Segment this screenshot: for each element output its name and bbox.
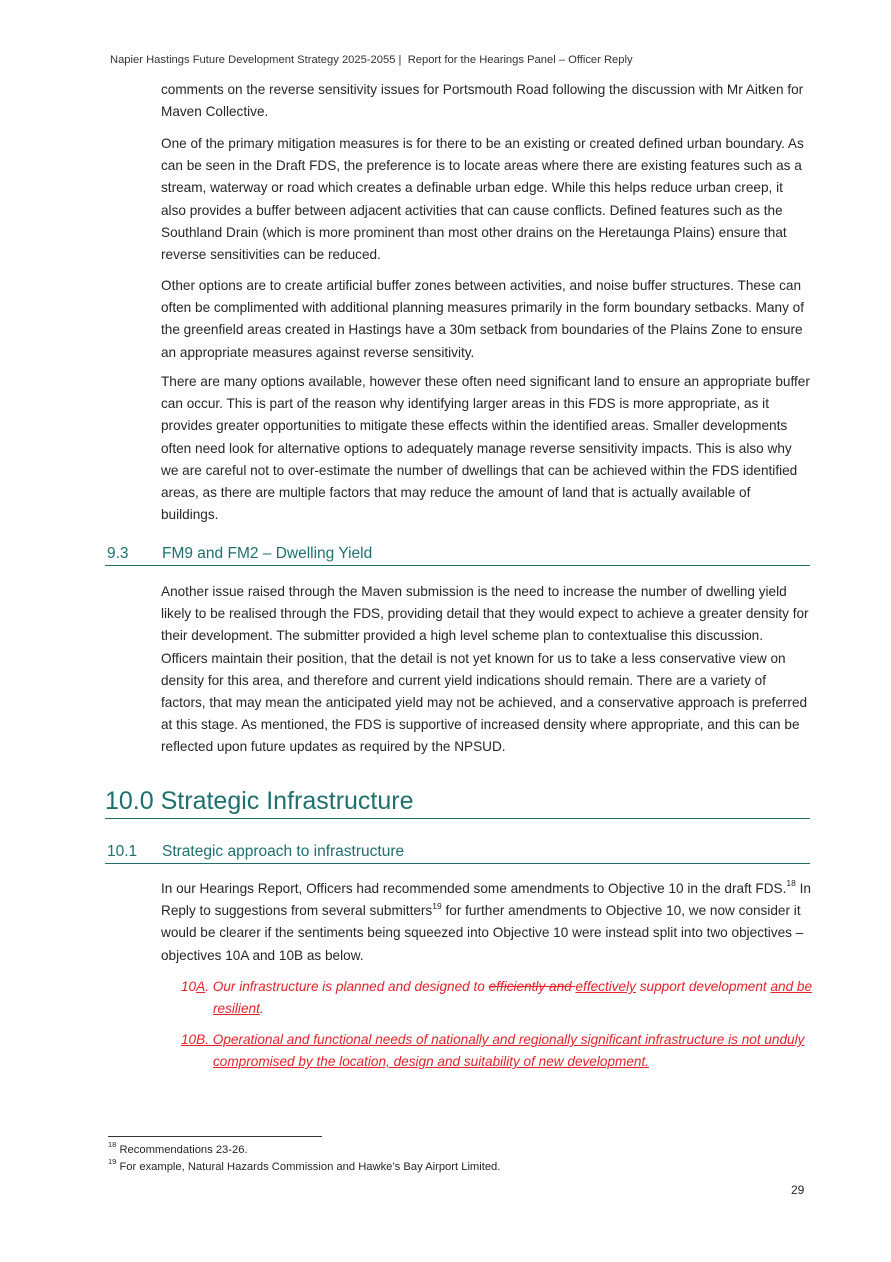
- paragraph-dwelling-yield: Another issue raised through the Maven submission is the need to increase the number of dwelling yield likely to be realised through the FDS, providing detail that they would expect to achieve a greater density for their development. The submitter provided a high level scheme plan to contextualise this discussion. Officers maintain their position, that the detail is not yet known for us to take a less conservative view on density for this area, and therefore and current yield indications should remain. There are a variety of factors, that may mean the anticipated yield may not be achieved, and a conservative approach is preferred at this stage. As mentioned, the FDS is supportive of increased density where appropriate, and this can be reflected upon future updates as required by the NPSUD.: [161, 584, 809, 755]
- running-header: [110, 54, 633, 66]
- footnote-divider: [108, 1136, 322, 1137]
- objective-10a-deleted-text: efficiently and: [488, 979, 576, 994]
- header-title: Napier Hastings Future Development Strategy 2025-2055: [110, 54, 396, 66]
- paragraph-infrastructure: [161, 878, 811, 967]
- footnote-18: [108, 1140, 248, 1156]
- paragraph-infrastructure-part1: In our Hearings Report, Officers had recommended some amendments to Objective 10 in the draft FDS.: [161, 881, 787, 896]
- footnote-18-text: Recommendations 23-26.: [116, 1144, 248, 1156]
- page-number: 29: [791, 1183, 805, 1197]
- footnote-18-number: 18: [108, 1140, 117, 1150]
- heading-10-1-title: Strategic approach to infrastructure: [162, 843, 405, 860]
- objective-10a-inserted-letter: A: [196, 979, 206, 994]
- heading-10-0-title: Strategic Infrastructure: [160, 787, 414, 815]
- paragraph-buffer-zones: Other options are to create artificial buffer zones between activities, and noise buffer structures. These can often be complimented with additional planning measures primarily in the form boundary setbacks. Many of the greenfield areas created in Hastings have a 30m setback from boundaries of the Plains Zone to ensure an appropriate measures against reverse sensitivity.: [161, 278, 805, 360]
- paragraph-continuation: comments on the reverse sensitivity issues for Portsmouth Road following the discussion with Mr Aitken for Maven Collective.: [161, 82, 804, 120]
- objective-10b: 10B. Operational and functional needs of nationally and regionally significant infrastructure is not unduly compromised by the location, design and suitability of new development.: [181, 1032, 805, 1070]
- heading-9-3-title: FM9 and FM2 – Dwelling Yield: [162, 545, 373, 562]
- paragraph-infrastructure-part3: for further amendments to Objective 10, we now consider it would be clearer if the sentiments being squeezed into Objective 10 were instead split into two objectives – objectives 10A and 10B as below.: [161, 903, 804, 963]
- objective-10a-text2: support development: [635, 979, 771, 994]
- paragraph-infrastructure-part2: In Reply to suggestions from several submitters: [161, 881, 811, 919]
- objective-10a-end: .: [259, 1001, 264, 1017]
- footnote-19-number: 19: [108, 1157, 117, 1167]
- heading-10-1-number: 10.1: [107, 843, 138, 860]
- heading-9-3: [105, 545, 810, 566]
- footnote-ref-18[interactable]: 18: [786, 878, 796, 889]
- paragraph-urban-boundary: One of the primary mitigation measures is for there to be an existing or created defined urban boundary. As can be seen in the Draft FDS, the preference is to locate areas where there are existing features such as a stream, waterway or road which creates a definable urban edge. While this helps reduce urban creep, it also provides a buffer between adjacent activities that can cause conflicts. Defined features such as the Southland Drain (which is more prominent than most other drains on the Heretaunga Plains) ensure that reverse sensitivities can be reduced.: [161, 136, 804, 263]
- footnote-ref-19[interactable]: 19: [432, 900, 442, 911]
- heading-10-0: [105, 787, 810, 819]
- footnote-19: [108, 1157, 501, 1173]
- header-subtitle: Report for the Hearings Panel – Officer Reply: [407, 54, 633, 66]
- objective-10a-text1: . Our infrastructure is planned and designed to: [205, 979, 489, 994]
- objective-10a-inserted-tail: and be resilient: [213, 979, 813, 1017]
- objective-10a-prefix: 10: [181, 979, 197, 994]
- heading-10-0-number: 10.0: [105, 787, 154, 815]
- header-separator: |: [395, 54, 408, 66]
- heading-9-3-number: 9.3: [107, 545, 129, 562]
- objective-10a-inserted-word: effectively: [575, 979, 636, 994]
- heading-10-1: [105, 843, 810, 864]
- footnote-19-text: For example, Natural Hazards Commission and Hawke’s Bay Airport Limited.: [116, 1161, 501, 1173]
- paragraph-options: There are many options available, however these often need significant land to ensure an appropriate buffer can occur. This is part of the reason why identifying larger areas in this FDS is more appropriate, as it provides greater opportunities to mitigate these effects within the identified areas. Smaller developments often need look for alternative options to adequately manage reverse sensitivity impacts. This is also why we are careful not to over-estimate the number of dwellings that can be achieved within the FDS identified areas, as there are multiple factors that may reduce the amount of land that is actually available of buildings.: [161, 374, 810, 523]
- objective-10a: [181, 976, 838, 1020]
